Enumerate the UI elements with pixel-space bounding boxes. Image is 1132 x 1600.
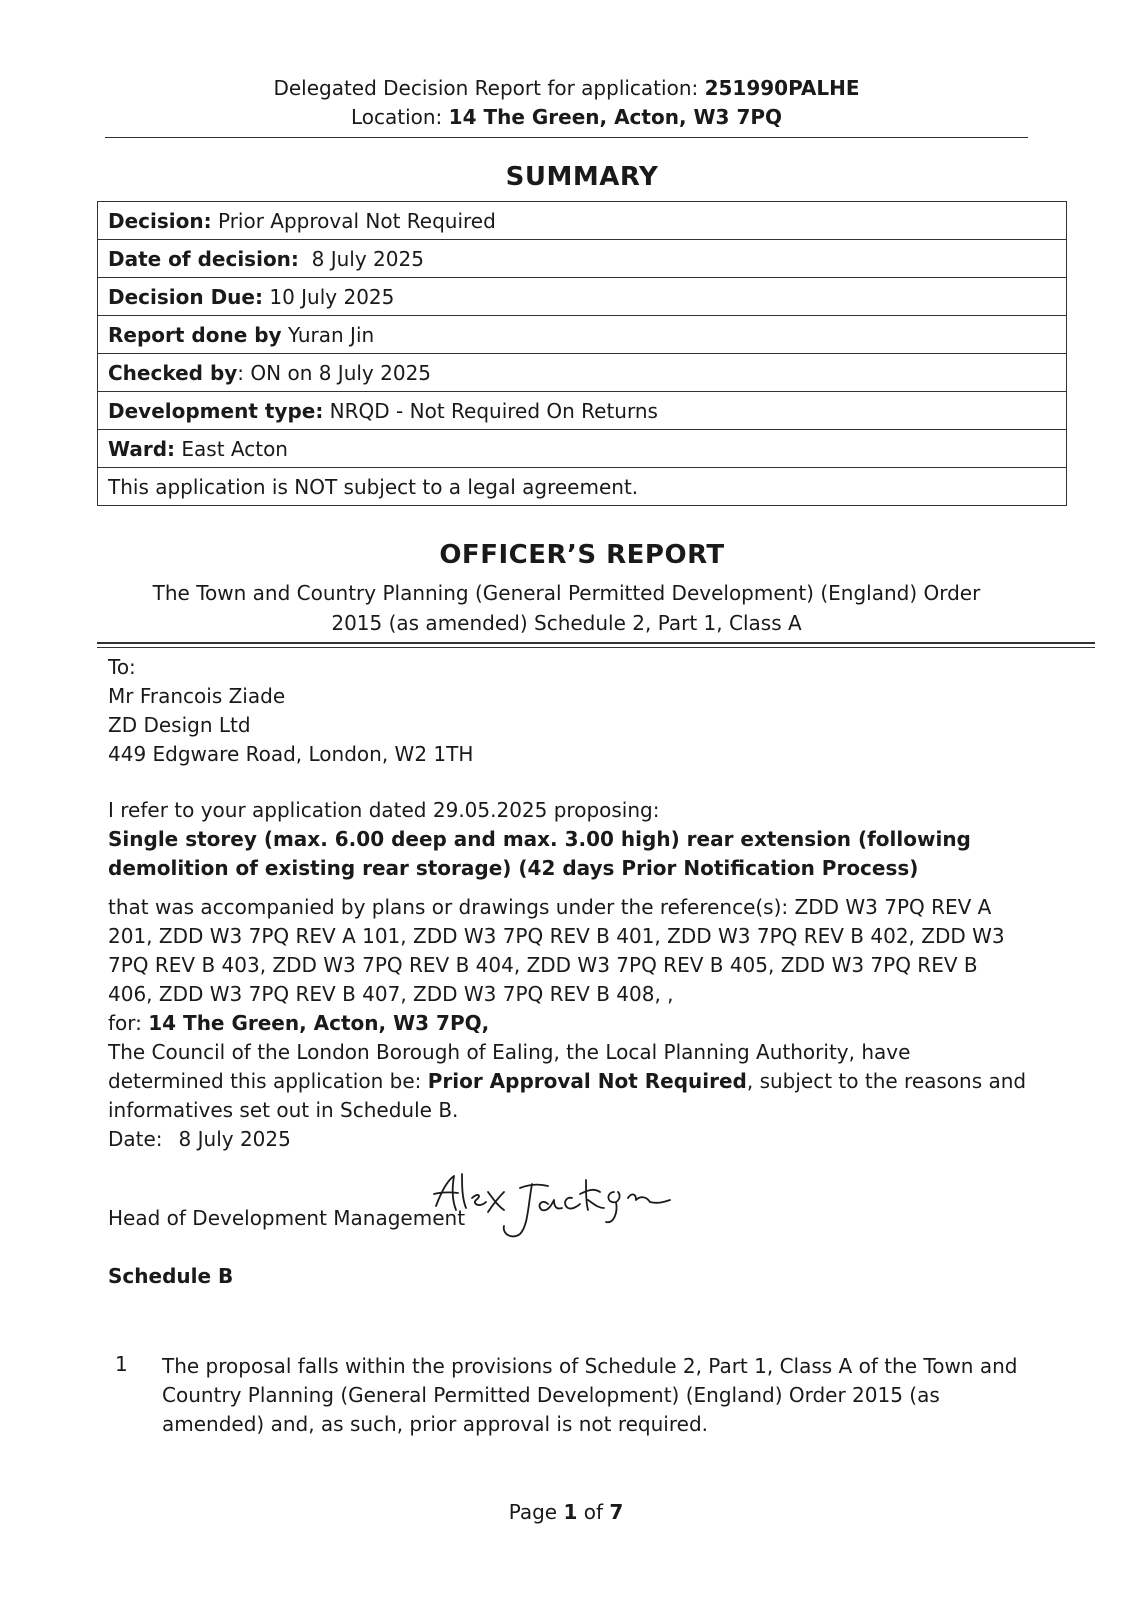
plans-reference: that was accompanied by plans or drawings under the reference(s): ZDD W3 7PQ REV A 201, ZDD W3 7PQ REV A 101, ZDD W3 7PQ REV B 401, ZDD W3 7PQ REV B 402, ZDD W3 7PQ REV B 403, ZDD W3 7PQ REV B 404, ZDD W3 7PQ REV B 405, ZDD W3 7PQ REV B 406, ZDD W3 7PQ REV B 407, ZDD W3 7PQ REV B 408, , [108,895,1005,1006]
recipient-address-line: 449 Edgware Road, London, W2 1TH [108,742,474,766]
summary-table [97,201,1067,506]
summary-label: Checked by [108,360,238,385]
summary-row-date [98,240,1067,278]
application-ref: 251990PALHE [704,76,860,100]
summary-row-dev-type [98,392,1067,430]
summary-row-report-by [98,316,1067,354]
summary-row-due [98,278,1067,316]
summary-label: Development type: [108,398,324,423]
report-header [105,74,1028,132]
summary-value: Yuran Jin [281,322,375,347]
for-line [108,1009,1028,1038]
summary-row-checked-by [98,354,1067,392]
double-divider [97,642,1095,648]
signature-image [432,1170,672,1255]
recipient-name: Mr Francois Ziade [108,684,286,708]
council-decision: Prior Approval Not Required [427,1069,747,1093]
summary-row-ward [98,430,1067,468]
recipient-company: ZD Design Ltd [108,713,251,737]
summary-value: NRQD - Not Required On Returns [323,398,658,423]
order-line-1: The Town and Country Planning (General Permitted Development) (England) Order [152,581,981,605]
council-suffix: , subject to the reasons and informatives set out in Schedule B. [108,1069,1027,1122]
summary-label: Date of decision: [108,246,299,271]
application-line [105,74,1028,103]
page-footer [0,1500,1132,1524]
reason-text: The proposal falls within the provisions of Schedule 2, Part 1, Class A of the Town and Country Planning (General Permitted Development) (England) Order 2015 (as amended) and, as such, prior approval is not required. [162,1354,1018,1436]
for-location: 14 The Green, Acton, W3 7PQ, [148,1011,490,1035]
page-total: 7 [609,1500,624,1524]
summary-label: Ward: [108,436,176,461]
order-line-2: 2015 (as amended) Schedule 2, Part 1, Class A [331,611,802,635]
council-prefix: The Council of the London Borough of Ealing, the Local Planning Authority, have determined this application be: [108,1040,911,1093]
summary-value: This application is NOT subject to a legal agreement. [108,474,639,499]
council-determination [108,1038,1028,1125]
page-prefix: Page [508,1500,564,1524]
schedule-title: Schedule B [108,1264,234,1288]
to-label: To: [108,655,136,679]
summary-label: Decision: [108,208,212,233]
refer-line: I refer to your application dated 29.05.2025 proposing: [108,798,660,822]
signatory-title: Head of Development Management [108,1206,466,1230]
recipient-address [108,653,1028,769]
page-of: of [577,1500,610,1524]
letter-body [108,796,1028,1154]
signature-icon [432,1170,672,1250]
application-prefix: Delegated Decision Report for application: [273,76,705,100]
page-current: 1 [563,1500,578,1524]
summary-row-decision [98,202,1067,240]
summary-label: Decision Due: [108,284,263,309]
summary-value: 8 July 2025 [298,246,424,271]
summary-value: : ON on 8 July 2025 [237,360,432,385]
summary-value: Prior Approval Not Required [211,208,496,233]
for-prefix: for: [108,1011,149,1035]
order-reference [105,578,1028,638]
reason-number: 1 [115,1352,128,1376]
header-divider [105,137,1028,138]
date-value: 8 July 2025 [178,1127,291,1151]
location: 14 The Green, Acton, W3 7PQ [448,105,783,129]
location-line [105,103,1028,132]
summary-row-legal [98,468,1067,506]
summary-title: SUMMARY [505,162,659,192]
date-line [108,1125,1028,1154]
summary-label: Report done by [108,322,282,347]
summary-value: East Acton [175,436,288,461]
proposal-description: Single storey (max. 6.00 deep and max. 3.00 high) rear extension (following demolition of existing rear storage) (42 days Prior Notification Process) [108,827,971,880]
summary-value: 10 July 2025 [262,284,395,309]
officer-report-title: OFFICER’S REPORT [439,540,725,570]
location-prefix: Location: [350,105,449,129]
date-label: Date: [108,1127,163,1151]
